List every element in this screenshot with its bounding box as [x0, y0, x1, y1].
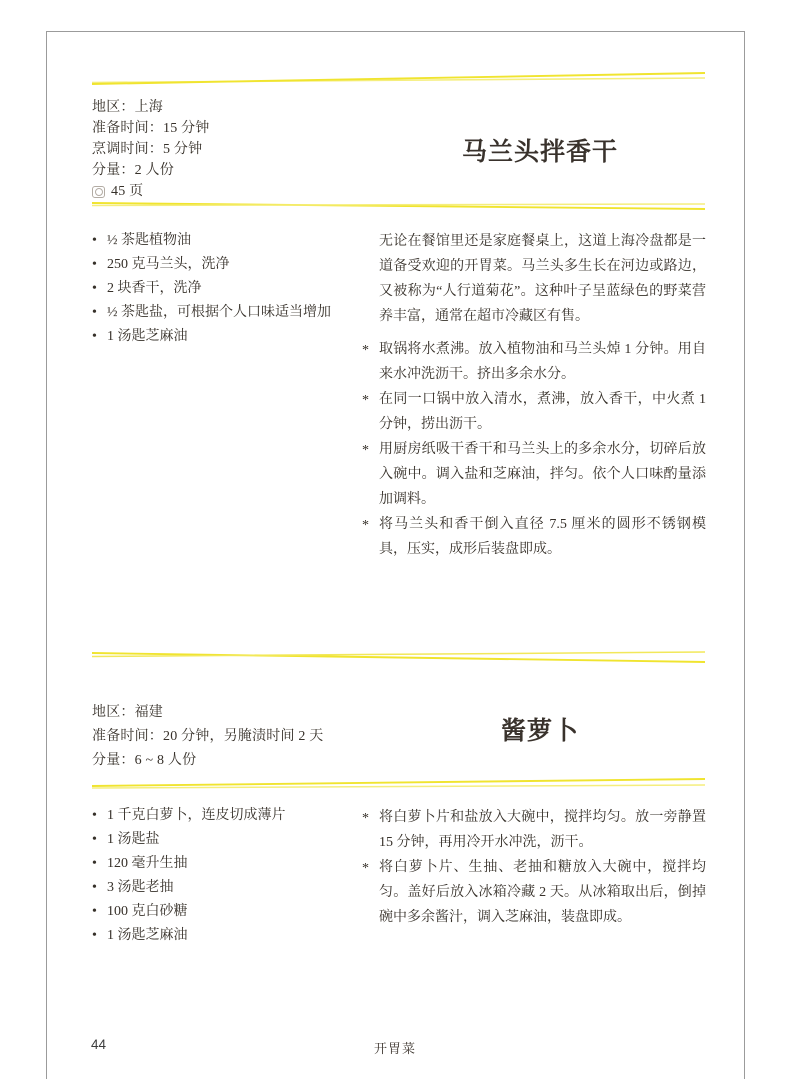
recipe2-servings: 分量：6 ~ 8 人份 [92, 753, 197, 768]
footer-section-title: 开胃菜 [373, 1041, 416, 1056]
recipe1-region: 地区：上海 [92, 100, 163, 115]
ingredient-item: • 1 汤匙盐 [92, 829, 365, 850]
recipe2-step-list [362, 805, 706, 930]
bullet-icon: • [92, 257, 97, 272]
ingredient-item: • ½ 茶匙盐，可根据个人口味适当增加 [92, 302, 365, 323]
step-marker-icon: * [362, 343, 369, 358]
ingredient-item: • 2 块香干，洗净 [92, 278, 365, 299]
ingredient-item: • 250 克马兰头，洗净 [92, 254, 365, 275]
recipe1-ingredient-list [92, 230, 365, 350]
bullet-icon: • [92, 808, 97, 823]
bullet-icon: • [92, 856, 97, 871]
step-item: * 将白萝卜片、生抽、老抽和糖放入大碗中，搅拌均匀。盖好后放入冰箱冷藏 2 天。从冰箱取出后，倒掉碗中多余酱汁，调入芝麻油，装盘即成。 [362, 855, 706, 930]
yellow-divider-line [92, 72, 705, 88]
bullet-icon: • [92, 281, 97, 296]
step-marker-icon: * [362, 393, 369, 408]
recipe1-servings: 分量：2 人份 [92, 163, 174, 178]
recipe1-meta [92, 97, 210, 202]
yellow-divider-line [92, 199, 705, 215]
yellow-divider-line [92, 777, 705, 793]
recipe1-intro: 无论在餐馆里还是家庭餐桌上，这道上海冷盘都是一道备受欢迎的开胃菜。马兰头多生长在河边或路边，又被称为“人行道菊花”。这种叶子呈蓝绿色的野菜营养丰富，通常在超市冷藏区有售。 [379, 234, 706, 324]
recipe1-prep-time: 准备时间：15 分钟 [92, 121, 210, 136]
ingredient-item: • 1 千克白萝卜，连皮切成薄片 [92, 805, 365, 826]
bullet-icon: • [92, 880, 97, 895]
step-item: * 取锅将水煮沸。放入植物油和马兰头焯 1 分钟。用自来水冲洗沥干。挤出多余水分。 [362, 337, 706, 387]
step-marker-icon: * [362, 811, 369, 826]
step-item: * 将马兰头和香干倒入直径 7.5 厘米的圆形不锈钢模具，压实，成形后装盘即成。 [362, 512, 706, 562]
recipe2-region: 地区：福建 [92, 705, 163, 720]
recipe1-photo-page: 45 页 [111, 184, 144, 199]
bullet-icon: • [92, 832, 97, 847]
ingredient-item: • ½ 茶匙植物油 [92, 230, 365, 251]
ingredient-item: • 1 汤匙芝麻油 [92, 925, 365, 946]
yellow-divider-line [92, 649, 705, 665]
recipe2-ingredient-list [92, 805, 365, 949]
recipe1-title: 马兰头拌香干 [461, 138, 618, 166]
ingredient-item: • 1 汤匙芝麻油 [92, 326, 365, 347]
ingredient-item: • 120 毫升生抽 [92, 853, 365, 874]
recipe2-title: 酱萝卜 [500, 717, 579, 745]
step-item: * 在同一口锅中放入清水，煮沸，放入香干，中火煮 1 分钟，捞出沥干。 [362, 387, 706, 437]
step-marker-icon: * [362, 518, 369, 533]
step-marker-icon: * [362, 861, 369, 876]
recipe2-prep-time: 准备时间：20 分钟，另腌渍时间 2 天 [92, 729, 324, 744]
step-item: * 用厨房纸吸干香干和马兰头上的多余水分，切碎后放入碗中。调入盐和芝麻油，拌匀。依个人口味酌量添加调料。 [362, 437, 706, 512]
bullet-icon: • [92, 305, 97, 320]
bullet-icon: • [92, 928, 97, 943]
bullet-icon: • [92, 904, 97, 919]
photo-plate-icon [92, 186, 105, 198]
recipe1-step-list [362, 337, 706, 562]
ingredient-item: • 3 汤匙老抽 [92, 877, 365, 898]
recipe1-cook-time: 烹调时间：5 分钟 [92, 142, 203, 157]
bullet-icon: • [92, 233, 97, 248]
recipe2-meta [92, 701, 324, 773]
footer-page-number: 44 [91, 1037, 107, 1052]
ingredient-item: • 100 克白砂糖 [92, 901, 365, 922]
bullet-icon: • [92, 329, 97, 344]
step-marker-icon: * [362, 443, 369, 458]
step-item: * 将白萝卜片和盐放入大碗中，搅拌均匀。放一旁静置 15 分钟，再用冷开水冲洗，沥干。 [362, 805, 706, 855]
